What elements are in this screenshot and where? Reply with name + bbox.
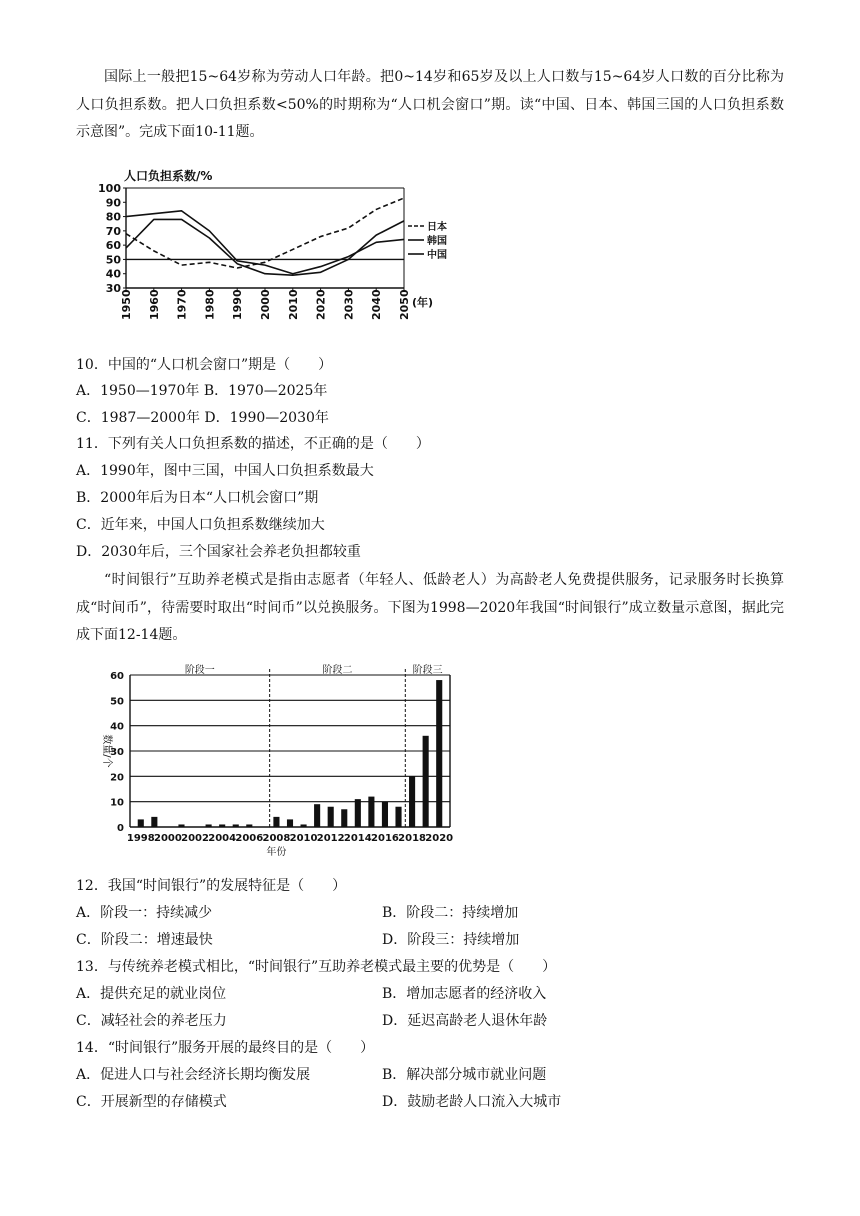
bar-2016	[382, 802, 388, 827]
q14-option-d: D．鼓励老龄人口流入大城市	[382, 1094, 562, 1110]
q12-stem: 12．我国“时间银行”的发展特征是（ ）	[76, 878, 347, 894]
x-tick-label: 2050	[398, 289, 411, 320]
bar-1998	[138, 819, 144, 827]
bar-2017	[395, 807, 401, 827]
y-tick-label: 60	[110, 671, 124, 682]
y-tick-label: 100	[98, 182, 121, 195]
y-tick-label: 40	[105, 267, 121, 281]
x-tick-label: 2020	[425, 833, 454, 844]
q14-option-b: B．解决部分城市就业问题	[382, 1067, 547, 1083]
bar-2005	[233, 824, 239, 827]
x-tick-label: 2016	[371, 833, 399, 844]
y-tick-label: 20	[110, 772, 124, 784]
q13-option-c: C．减轻社会的养老压力	[76, 1013, 227, 1029]
bar-2001	[178, 824, 184, 827]
q12-option-a: A．阶段一：持续减少	[76, 905, 213, 921]
y-tick-label: 70	[105, 224, 121, 238]
x-tick-label: 2010	[286, 289, 300, 320]
x-tick-label: 2006	[235, 833, 264, 844]
time-bank-bar-chart	[96, 660, 466, 860]
y-tick-label: 80	[105, 210, 121, 224]
bar-2014	[355, 799, 361, 827]
dependency-ratio-line-chart	[86, 160, 456, 330]
q11-option-a: A．1990年，图中三国，中国人口负担系数最大	[76, 463, 374, 479]
bar-1999	[151, 817, 157, 827]
q11-option-b: B．2000年后为日本“人口机会窗口”期	[76, 490, 319, 506]
q14-option-c: C．开展新型的存储模式	[76, 1094, 227, 1110]
y-tick-label: 0	[117, 823, 124, 834]
y-tick-label: 50	[110, 696, 124, 708]
q13-option-b: B．增加志愿者的经济收入	[382, 986, 547, 1002]
q12-option-d: D．阶段三：持续增加	[382, 932, 520, 948]
bar-2019	[423, 736, 429, 827]
bar-2020	[436, 680, 442, 827]
q13-stem: 13．与传统养老模式相比，“时间银行”互助养老模式最主要的优势是（ ）	[76, 959, 557, 975]
x-tick-label: 2030	[342, 289, 356, 320]
q13-option-a: A．提供充足的就业岗位	[76, 986, 227, 1002]
x-tick-label: 2004	[208, 833, 237, 844]
q10-options-ab: A．1950—1970年 B．1970—2025年	[76, 383, 328, 399]
q10-stem: 10．中国的“人口机会窗口”期是（ ）	[76, 357, 333, 373]
bar-2004	[219, 824, 225, 827]
bar-2013	[341, 809, 347, 827]
x-tick-label: 2020	[314, 289, 328, 320]
x-axis-label: (年)	[412, 296, 434, 309]
x-tick-label: 1950	[120, 289, 133, 320]
bar-2015	[368, 797, 374, 827]
bar-2003	[206, 824, 212, 827]
stage-label-0: 阶段一	[184, 665, 215, 676]
q12-option-b: B．阶段二：持续增加	[382, 905, 519, 921]
x-tick-label: 2000	[153, 833, 182, 844]
x-tick-label: 2040	[370, 289, 384, 320]
q11-stem: 11．下列有关人口负担系数的描述，不正确的是（ ）	[76, 436, 430, 452]
x-tick-label: 1998	[126, 833, 155, 844]
stage-label-1: 阶段二	[322, 665, 353, 676]
bar-2010	[301, 824, 307, 827]
q14-option-a: A．促进人口与社会经济长期均衡发展	[76, 1067, 311, 1083]
series-line-2	[126, 211, 404, 274]
y-axis-label: 数量/个	[101, 734, 112, 768]
chart-title: 人口负担系数/%	[124, 169, 213, 183]
x-tick-label: 2014	[343, 833, 372, 844]
legend-label-0: 日本	[427, 222, 447, 233]
q14-stem: 14．“时间银行”服务开展的最终目的是（ ）	[76, 1040, 375, 1056]
x-tick-label: 2002	[181, 833, 209, 844]
bar-2018	[409, 776, 415, 827]
x-tick-label: 2018	[398, 833, 427, 844]
q12-option-c: C．阶段二：增速最快	[76, 932, 213, 948]
x-tick-label: 2008	[262, 833, 291, 844]
x-tick-label: 1960	[147, 289, 161, 320]
q11-option-c: C．近年来，中国人口负担系数继续加大	[76, 517, 325, 533]
bar-2008	[273, 817, 279, 827]
bar-2006	[246, 824, 252, 827]
legend-label-2: 中国	[427, 250, 447, 261]
y-tick-label: 40	[110, 721, 124, 733]
stage-label-2: 阶段三	[412, 665, 443, 676]
x-tick-label: 2012	[316, 833, 345, 844]
y-tick-label: 60	[105, 239, 121, 253]
bar-2011	[314, 804, 320, 827]
bar-2009	[287, 819, 293, 827]
legend-label-1: 韩国	[427, 236, 447, 247]
y-tick-label: 10	[110, 797, 124, 809]
intro-paragraph-2: “时间银行”互助养老模式是指由志愿者（年轻人、低龄老人）为高龄老人免费提供服务，记录服务时长换算成“时间币”，待需要时取出“时间币”以兑换服务。下图为1998—2020年我国“时间银行”成立数量示意图，据此完成下面12-14题。	[76, 572, 784, 643]
x-tick-label: 1970	[175, 289, 189, 320]
series-line-1	[126, 219, 404, 275]
series-line-0	[126, 198, 404, 268]
x-tick-label: 1980	[203, 289, 217, 320]
intro-paragraph-1: 国际上一般把15~64岁称为劳动人口年龄。把0~14岁和65岁及以上人口数与15~64岁人口数的百分比称为人口负担系数。把人口负担系数<50%的时期称为“人口机会窗口”期。读“中国、日本、韩国三国的人口负担系数示意图”。完成下面10-11题。	[76, 69, 784, 140]
x-axis-label: 年份	[266, 847, 287, 858]
y-tick-label: 90	[105, 196, 121, 210]
y-tick-label: 30	[105, 282, 121, 295]
y-tick-label: 50	[105, 253, 121, 267]
bar-2012	[328, 807, 334, 827]
y-tick-label: 30	[110, 747, 124, 758]
q10-options-cd: C．1987—2000年 D．1990—2030年	[76, 410, 329, 426]
x-tick-label: 2010	[289, 833, 318, 844]
x-tick-label: 2000	[259, 289, 272, 320]
q11-option-d: D．2030年后，三个国家社会养老负担都较重	[76, 544, 361, 560]
q13-option-d: D．延迟高龄老人退休年龄	[382, 1013, 548, 1029]
x-tick-label: 1990	[231, 289, 245, 320]
